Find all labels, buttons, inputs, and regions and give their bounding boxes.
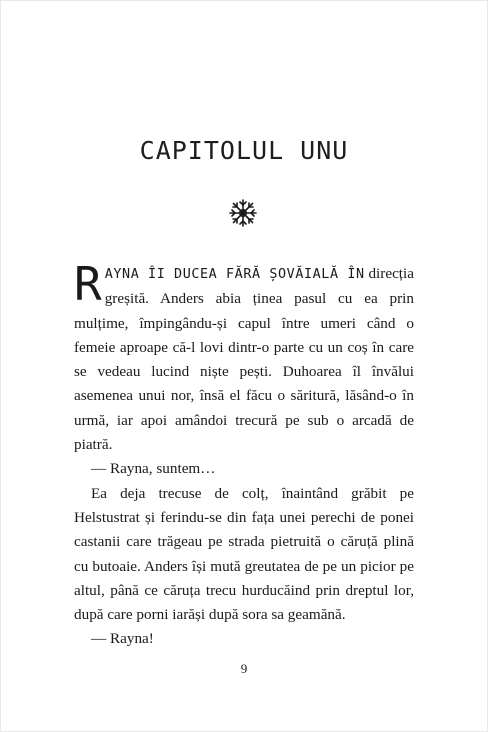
paragraph-2: — Rayna, suntem… [91,460,216,478]
snowflake-rune-icon [228,198,258,228]
chapter-text [74,257,414,652]
paragraph-3: Ea deja trecuse de colț, înaintând grăbit pe Helstustrat și ferindu-se din fața unei perechi de ponei castanii care trăgeau pe strada pietruită o căruță plină cu butoaie. Anders își mută greutatea de pe un picior pe altul, până ce căruța trecu hurducăind prin dreptul lor, după care porni iarăși după sora sa geamănă. [74,484,414,624]
paragraph-1-text: direcția greșită. Anders abia ținea pasul cu ea prin mulțime, împingându-și capul între umeri când o femeie aproape că-l lovi dintr-o parte cu un coș în care se vedeau lucind niște pești. Duhoarea îl învălui asemenea unui nor, însă el făcu o săritură, lăsând-o în urmă, iar apoi amândoi trecură pe sub o arcadă de piatră. [74,265,414,454]
paragraph-1 [74,257,414,457]
paragraph-4: — Rayna! [91,630,154,648]
page-number: 9 [240,661,248,676]
drop-cap: R [74,257,102,311]
lead-smallcaps: AYNA ÎI DUCEA FĂRĂ ȘOVĂIALĂ ÎN [104,267,365,282]
chapter-title: CAPITOLUL UNU [139,136,349,165]
